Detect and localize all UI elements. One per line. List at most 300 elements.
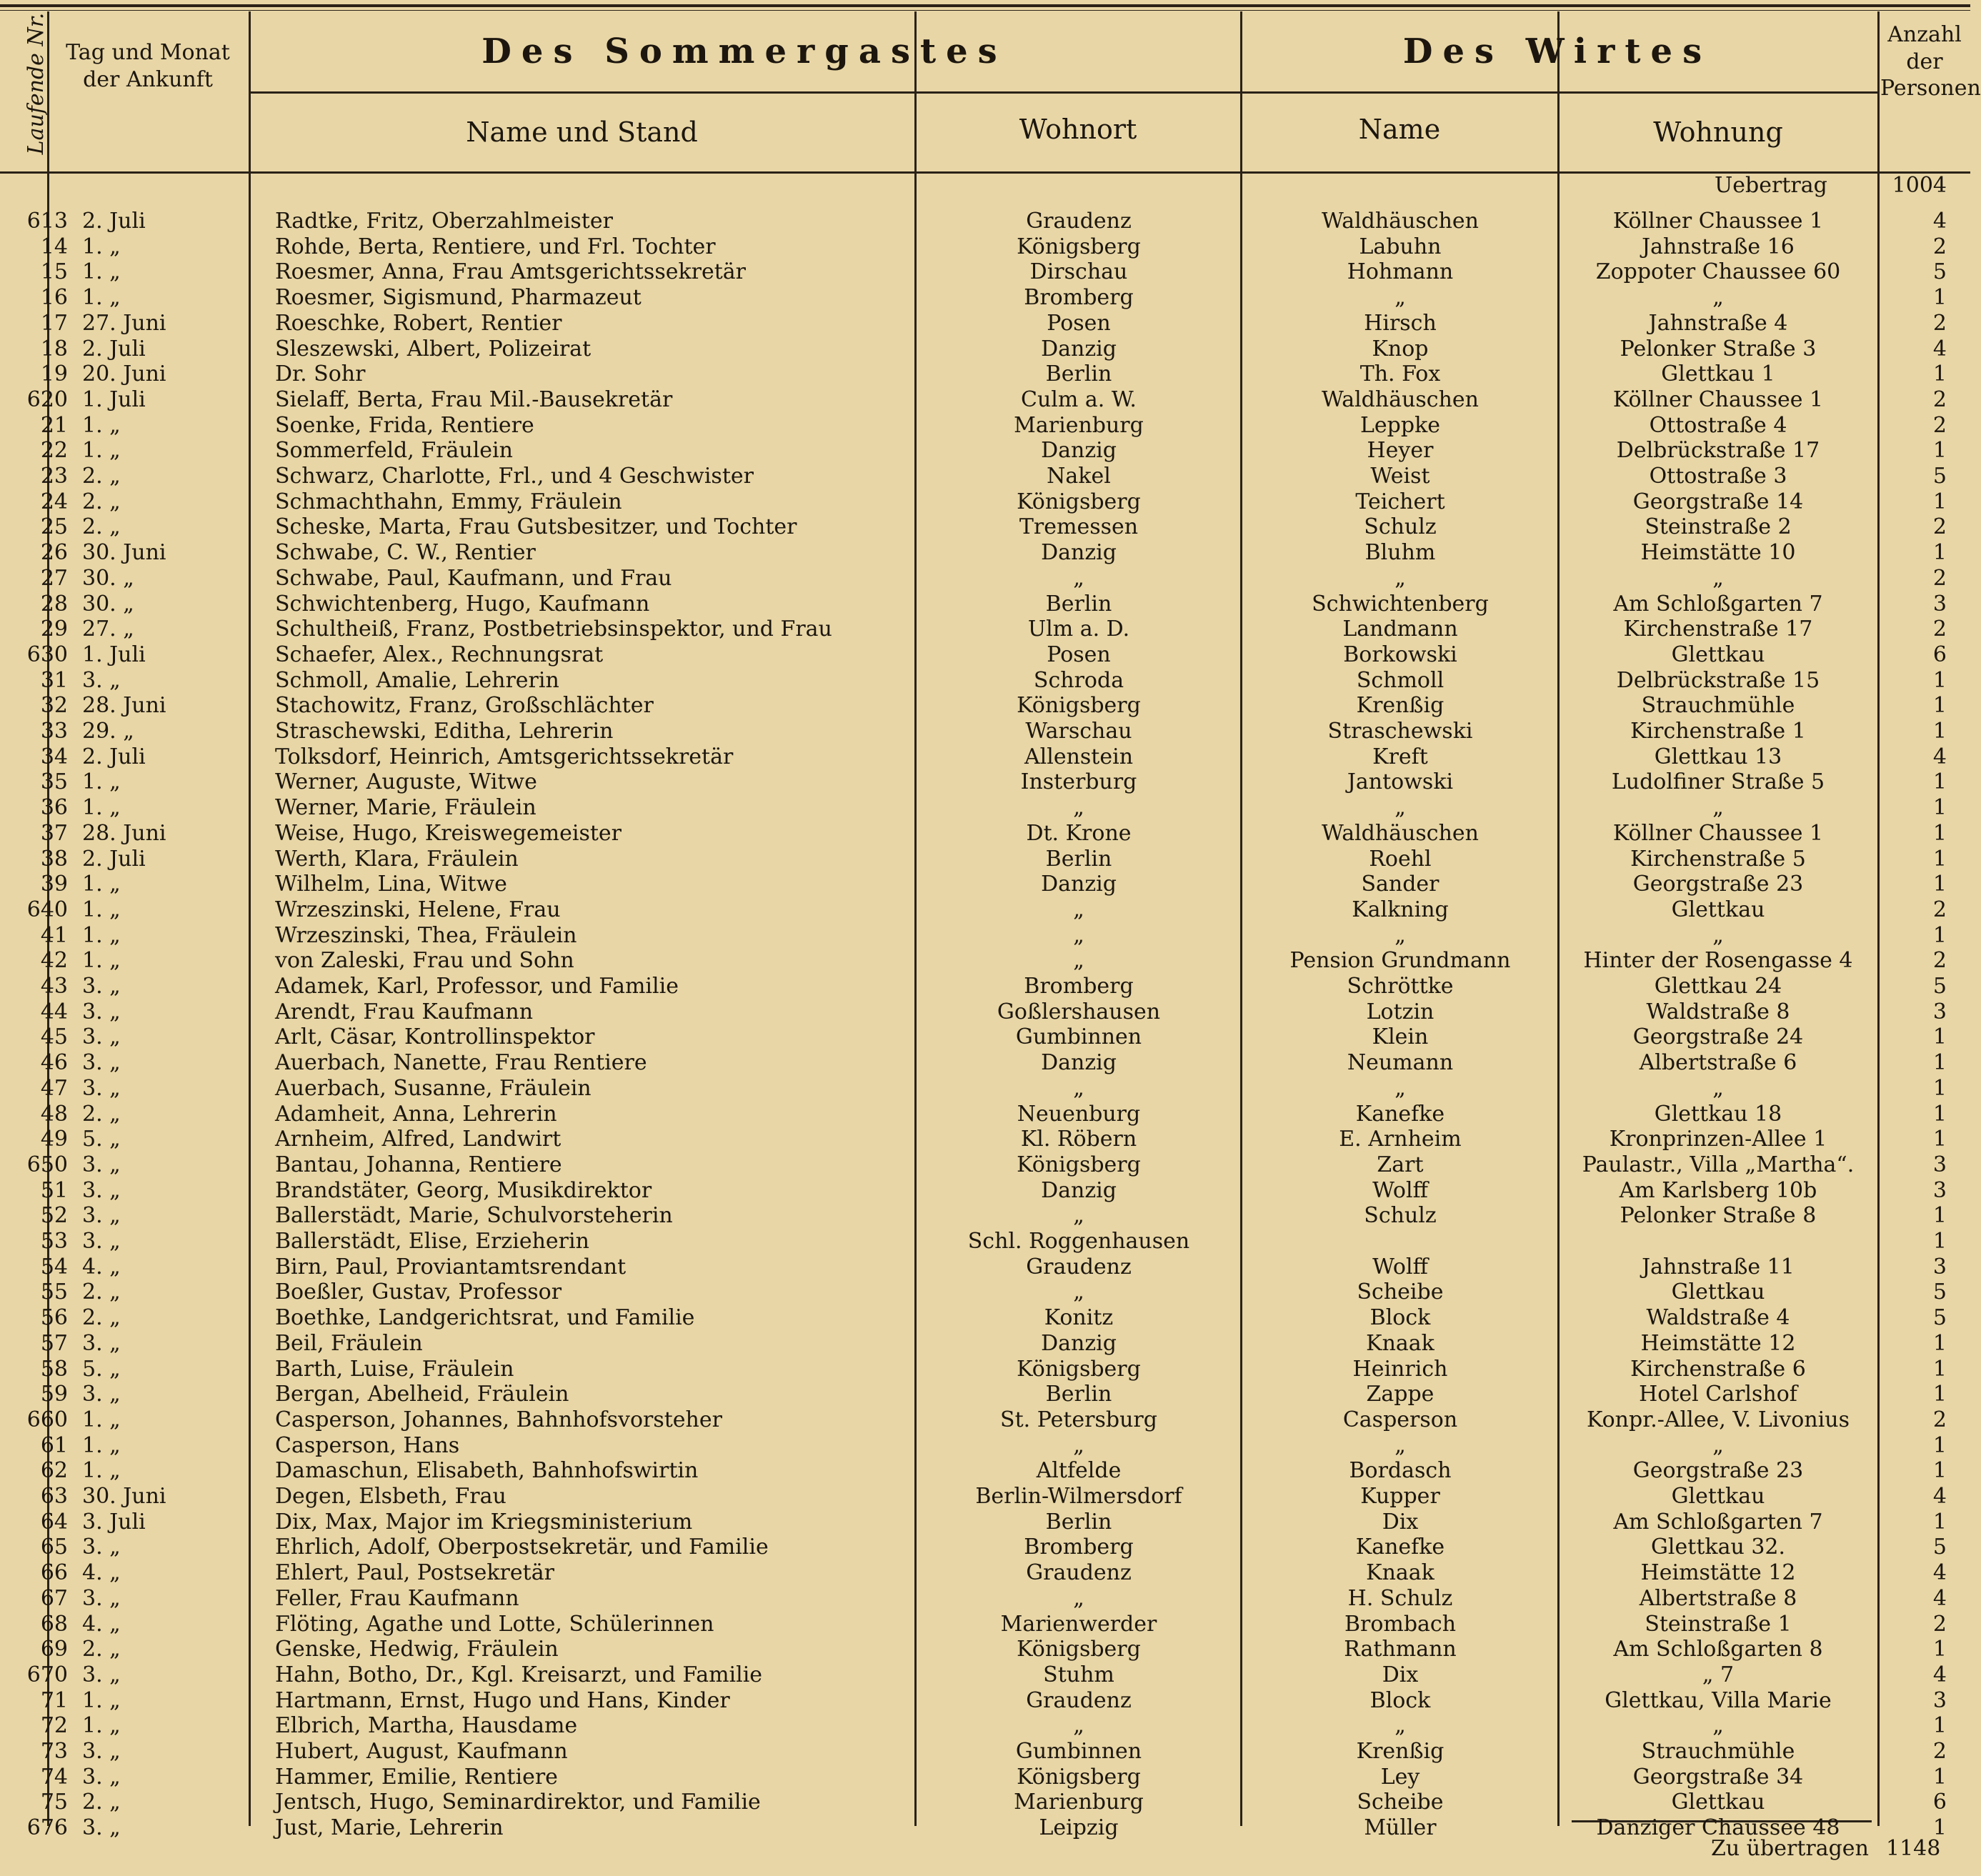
row-guest-name: Schmachthahn, Emmy, Fräulein (275, 489, 622, 514)
row-nr: 660 (26, 1407, 68, 1432)
row-nr: 51 (40, 1177, 68, 1203)
header-wirt: Des Wirtes (1402, 31, 1712, 71)
row-arrival-date: 5. „ (82, 1127, 121, 1152)
row-arrival-date: 1. „ (82, 285, 121, 311)
row-person-count: 1 (1932, 1127, 1947, 1152)
row-nr: 57 (40, 1330, 68, 1356)
row-guest-name: Straschewski, Editha, Lehrerin (275, 719, 614, 744)
row-host-address: Glettkau 18 (1654, 1101, 1782, 1127)
row-arrival-date: 1. „ (82, 948, 121, 974)
table-row (0, 1739, 1970, 1765)
row-host-address: Strauchmühle (1641, 1739, 1795, 1764)
row-arrival-date: 2. „ (82, 1790, 121, 1815)
row-person-count: 2 (1932, 617, 1947, 642)
row-arrival-date: 3. „ (82, 1024, 121, 1050)
row-arrival-date: 2. „ (82, 489, 121, 514)
table-row (0, 209, 1970, 234)
table-row (0, 744, 1970, 770)
row-host-name: Krenßig (1356, 693, 1444, 719)
row-arrival-date: 4. „ (82, 1254, 121, 1279)
row-guest-residence: Culm a. W. (1021, 386, 1137, 412)
header-anzahl: Anzahl der Personen (1880, 22, 1981, 101)
row-host-name: Schröttke (1347, 974, 1454, 999)
row-host-name: Scheibe (1357, 1790, 1444, 1815)
row-guest-residence: Berlin-Wilmersdorf (975, 1484, 1182, 1509)
row-host-address: Jahnstraße 16 (1642, 234, 1795, 259)
row-guest-residence: Graudenz (1026, 1687, 1132, 1713)
row-person-count: 6 (1932, 642, 1947, 667)
table-row (0, 285, 1970, 311)
row-person-count: 1 (1932, 1432, 1947, 1458)
row-host-address: Köllner Chaussee 1 (1612, 209, 1824, 234)
row-host-address: Georgstraße 14 (1632, 489, 1804, 514)
row-host-name: Scheibe (1357, 1279, 1444, 1305)
row-guest-name: Sommerfeld, Fräulein (275, 438, 513, 464)
table-row (0, 897, 1970, 923)
row-arrival-date: 2. „ (82, 1305, 121, 1331)
row-guest-name: Wrzeszinski, Helene, Frau (275, 897, 561, 922)
row-host-name: „ (1394, 1075, 1406, 1101)
row-nr: 620 (26, 386, 68, 412)
row-host-name: Lotzin (1366, 999, 1434, 1024)
row-nr: 25 (40, 514, 68, 540)
table-row (0, 1790, 1970, 1815)
row-host-address: Glettkau (1671, 1484, 1765, 1509)
table-row (0, 1458, 1970, 1484)
row-person-count: 5 (1932, 464, 1947, 489)
row-arrival-date: 30. Juni (82, 540, 166, 566)
row-nr: 630 (26, 642, 68, 667)
row-guest-name: Scheske, Marta, Frau Gutsbesitzer, und Tochter (275, 514, 797, 540)
row-guest-name: Damaschun, Elisabeth, Bahnhofswirtin (275, 1458, 699, 1484)
row-person-count: 1 (1932, 872, 1947, 897)
row-arrival-date: 1. „ (82, 1458, 121, 1484)
table-row (0, 387, 1970, 413)
row-nr: 42 (40, 948, 68, 974)
row-arrival-date: 30. Juni (82, 1484, 166, 1509)
row-host-address: Delbrückstraße 17 (1616, 438, 1820, 464)
row-host-name: Kanefke (1355, 1535, 1445, 1560)
header-tag-monat: Tag und Monat der Ankunft (66, 40, 230, 92)
row-nr: 650 (26, 1152, 68, 1177)
row-nr: 58 (40, 1356, 68, 1382)
row-guest-residence: Danzig (1041, 1177, 1117, 1203)
row-host-address: Heimstätte 12 (1640, 1560, 1796, 1586)
row-person-count: 5 (1932, 1305, 1947, 1331)
row-host-address: „ (1712, 922, 1724, 948)
table-row (0, 259, 1970, 285)
row-host-name: Schulz (1364, 1203, 1437, 1229)
row-guest-name: Adamheit, Anna, Lehrerin (275, 1101, 557, 1127)
row-guest-name: Tolksdorf, Heinrich, Amtsgerichtssekretär (275, 744, 734, 769)
row-host-name: Krenßig (1356, 1739, 1444, 1764)
row-host-name: Wolff (1372, 1177, 1428, 1203)
row-host-address: Glettkau 1 (1661, 361, 1775, 387)
row-person-count: 1 (1932, 922, 1947, 948)
row-person-count: 1 (1932, 285, 1947, 311)
row-person-count: 1 (1932, 1024, 1947, 1050)
row-arrival-date: 1. „ (82, 259, 121, 285)
row-guest-residence: Gumbinnen (1015, 1024, 1142, 1050)
table-row (0, 489, 1970, 515)
table-row (0, 923, 1970, 949)
table-row (0, 1382, 1970, 1407)
row-host-address: Köllner Chaussee 1 (1612, 386, 1824, 412)
row-host-address: Hotel Carlshof (1639, 1382, 1797, 1407)
row-arrival-date: 3. „ (82, 999, 121, 1024)
row-arrival-date: 3. Juli (82, 1509, 146, 1535)
row-person-count: 4 (1932, 209, 1947, 234)
row-nr: 53 (40, 1229, 68, 1254)
row-guest-residence: Nakel (1047, 464, 1111, 489)
row-person-count: 3 (1932, 591, 1947, 617)
row-guest-name: Arendt, Frau Kaufmann (275, 999, 534, 1024)
row-nr: 34 (40, 744, 68, 769)
row-nr: 36 (40, 795, 68, 821)
row-nr: 43 (40, 974, 68, 999)
row-host-name: Sander (1361, 872, 1439, 897)
row-host-address: Glettkau 24 (1654, 974, 1782, 999)
row-guest-residence: Berlin (1045, 591, 1112, 617)
row-host-name: Kanefke (1355, 1101, 1445, 1127)
table-row (0, 1407, 1970, 1433)
row-arrival-date: 2. „ (82, 1637, 121, 1662)
row-nr: 33 (40, 719, 68, 744)
row-host-address: Jahnstraße 11 (1642, 1254, 1795, 1279)
row-guest-residence: Königsberg (1017, 489, 1141, 514)
row-guest-residence: Marienwerder (1000, 1611, 1157, 1637)
top-rule-thin (0, 10, 1970, 11)
table-row (0, 1102, 1970, 1127)
row-guest-name: Werner, Auguste, Witwe (275, 769, 537, 795)
row-host-name: Leppke (1359, 412, 1441, 438)
row-guest-residence: Schroda (1033, 667, 1124, 693)
row-person-count: 2 (1932, 514, 1947, 540)
row-host-address: Georgstraße 23 (1632, 1458, 1804, 1484)
row-host-name: Zart (1377, 1152, 1424, 1177)
row-host-address: Waldstraße 8 (1646, 999, 1790, 1024)
row-arrival-date: 2. Juli (82, 846, 146, 872)
row-person-count: 5 (1932, 1535, 1947, 1560)
row-guest-residence: Danzig (1041, 336, 1117, 361)
row-host-name: Brombach (1344, 1611, 1457, 1637)
table-row (0, 1279, 1970, 1305)
row-host-address: Georgstraße 24 (1632, 1024, 1804, 1050)
row-nr: 24 (40, 489, 68, 514)
row-host-address: Kronprinzen-Allee 1 (1609, 1127, 1827, 1152)
row-person-count: 1 (1932, 667, 1947, 693)
row-person-count: 2 (1932, 310, 1947, 336)
row-host-name: Kalkning (1352, 897, 1449, 922)
row-arrival-date: 1. „ (82, 922, 121, 948)
row-guest-name: Roeschke, Robert, Rentier (275, 310, 562, 336)
row-guest-name: Flöting, Agathe und Lotte, Schülerinnen (275, 1611, 714, 1637)
row-person-count: 1 (1932, 540, 1947, 566)
row-guest-residence: Altfelde (1036, 1458, 1122, 1484)
row-guest-residence: Königsberg (1017, 1764, 1141, 1790)
table-row (0, 1637, 1970, 1662)
row-guest-name: Sleszewski, Albert, Polizeirat (275, 336, 592, 361)
row-host-address: Albertstraße 6 (1639, 1050, 1797, 1076)
row-host-address: „ (1712, 795, 1724, 821)
row-guest-name: Elbrich, Martha, Hausdame (275, 1713, 578, 1739)
row-host-address: Kirchenstraße 6 (1630, 1356, 1806, 1382)
row-guest-name: Wrzeszinski, Thea, Fräulein (275, 922, 577, 948)
row-host-address: Strauchmühle (1641, 693, 1795, 719)
row-person-count: 4 (1932, 1484, 1947, 1509)
row-person-count: 1 (1932, 1713, 1947, 1739)
row-nr: 22 (40, 438, 68, 464)
table-row (0, 948, 1970, 974)
row-nr: 39 (40, 872, 68, 897)
row-host-address: Glettkau (1671, 1279, 1765, 1305)
header-wohnort: Wohnort (1019, 114, 1137, 145)
row-host-address: Georgstraße 34 (1632, 1764, 1804, 1790)
row-guest-name: Arnheim, Alfred, Landwirt (275, 1127, 562, 1152)
row-nr: 46 (40, 1050, 68, 1076)
row-guest-name: Auerbach, Susanne, Fräulein (275, 1075, 592, 1101)
row-nr: 41 (40, 922, 68, 948)
row-host-address: Am Schloßgarten 7 (1613, 591, 1823, 617)
row-guest-residence: Posen (1047, 642, 1111, 667)
row-guest-name: Hahn, Botho, Dr., Kgl. Kreisarzt, und Familie (275, 1662, 763, 1687)
row-guest-name: Ballerstädt, Marie, Schulvorsteherin (275, 1203, 673, 1229)
row-arrival-date: 3. „ (82, 667, 121, 693)
table-row (0, 872, 1970, 897)
row-host-address: Georgstraße 23 (1632, 872, 1804, 897)
row-nr: 64 (40, 1509, 68, 1535)
row-arrival-date: 3. „ (82, 1382, 121, 1407)
row-guest-residence: Schl. Roggenhausen (967, 1229, 1190, 1254)
row-host-name: Waldhäuschen (1321, 209, 1479, 234)
table-row (0, 413, 1970, 439)
row-host-address: Kirchenstraße 1 (1630, 719, 1806, 744)
row-nr: 38 (40, 846, 68, 872)
row-host-address: „ 7 (1702, 1662, 1735, 1687)
row-guest-name: Bantau, Johanna, Rentiere (275, 1152, 562, 1177)
row-nr: 48 (40, 1101, 68, 1127)
rule-header-bottom (0, 171, 1970, 174)
row-arrival-date: 2. „ (82, 464, 121, 489)
row-host-name: H. Schulz (1347, 1585, 1453, 1611)
row-guest-name: Schwichtenberg, Hugo, Kaufmann (275, 591, 650, 617)
row-guest-name: Schwarz, Charlotte, Frl., und 4 Geschwister (275, 464, 754, 489)
row-guest-name: Just, Marie, Lehrerin (275, 1815, 504, 1841)
row-person-count: 1 (1932, 769, 1947, 795)
row-guest-name: Genske, Hedwig, Fräulein (275, 1637, 559, 1662)
row-host-name: Jantowski (1347, 769, 1454, 795)
row-host-address: Glettkau (1671, 642, 1765, 667)
row-guest-residence: Danzig (1041, 540, 1117, 566)
table-row (0, 592, 1970, 617)
row-arrival-date: 2. „ (82, 1279, 121, 1305)
row-arrival-date: 3. „ (82, 1662, 121, 1687)
row-arrival-date: 2. „ (82, 1101, 121, 1127)
row-person-count: 1 (1932, 1050, 1947, 1076)
uebertrag-value: 1004 (1892, 173, 1947, 198)
row-person-count: 4 (1932, 336, 1947, 361)
row-host-name: Straschewski (1327, 719, 1473, 744)
row-host-address: Pelonker Straße 8 (1620, 1203, 1817, 1229)
table-row (0, 821, 1970, 847)
row-host-address: „ (1712, 565, 1724, 591)
row-host-name: Landmann (1342, 617, 1458, 642)
row-guest-residence: Ulm a. D. (1027, 617, 1130, 642)
table-row (0, 1510, 1970, 1535)
row-person-count: 2 (1932, 386, 1947, 412)
row-nr: 62 (40, 1458, 68, 1484)
table-row (0, 1229, 1970, 1254)
row-guest-residence: „ (1073, 922, 1084, 948)
row-arrival-date: 27. Juni (82, 310, 166, 336)
row-host-name: Waldhäuschen (1321, 386, 1479, 412)
row-guest-residence: Königsberg (1017, 1152, 1141, 1177)
row-guest-residence: Marienburg (1014, 412, 1144, 438)
row-nr: 68 (40, 1611, 68, 1637)
row-nr: 47 (40, 1075, 68, 1101)
row-guest-residence: Königsberg (1017, 693, 1141, 719)
row-nr: 63 (40, 1484, 68, 1509)
row-guest-residence: „ (1073, 1075, 1084, 1101)
zu-uebertragen-value: 1148 (1886, 1836, 1941, 1861)
row-host-address: Kirchenstraße 5 (1630, 846, 1806, 872)
row-host-name: „ (1394, 565, 1406, 591)
row-arrival-date: 1. „ (82, 872, 121, 897)
table-row (0, 1152, 1970, 1178)
row-nr: 17 (40, 310, 68, 336)
row-host-address: Jahnstraße 4 (1648, 310, 1788, 336)
row-person-count: 1 (1932, 489, 1947, 514)
row-person-count: 3 (1932, 1177, 1947, 1203)
row-guest-residence: Danzig (1041, 438, 1117, 464)
row-host-address: Köllner Chaussee 1 (1612, 820, 1824, 846)
table-row (0, 1254, 1970, 1280)
row-arrival-date: 3. „ (82, 1203, 121, 1229)
row-person-count: 1 (1932, 438, 1947, 464)
row-person-count: 5 (1932, 974, 1947, 999)
row-guest-name: Soenke, Frida, Rentiere (275, 412, 534, 438)
row-nr: 26 (40, 540, 68, 566)
row-guest-name: Ehlert, Paul, Postsekretär (275, 1560, 554, 1586)
row-guest-name: Ballerstädt, Elise, Erzieherin (275, 1229, 589, 1254)
row-host-address: „ (1712, 1075, 1724, 1101)
table-row (0, 336, 1970, 362)
row-host-address: Am Karlsberg 10b (1619, 1177, 1817, 1203)
row-host-name: Borkowski (1343, 642, 1457, 667)
table-row (0, 1713, 1970, 1739)
row-host-name: „ (1394, 922, 1406, 948)
row-host-address: Heimstätte 12 (1640, 1330, 1796, 1356)
row-host-name: Dix (1382, 1509, 1419, 1535)
row-guest-name: Dix, Max, Major im Kriegsministerium (275, 1509, 693, 1535)
row-nr: 75 (40, 1790, 68, 1815)
row-nr: 69 (40, 1637, 68, 1662)
row-arrival-date: 1. „ (82, 795, 121, 821)
row-arrival-date: 2. Juli (82, 336, 146, 361)
row-guest-residence: Goßlershausen (997, 999, 1161, 1024)
row-person-count: 1 (1932, 1509, 1947, 1535)
row-person-count: 1 (1932, 361, 1947, 387)
row-host-name: Klein (1372, 1024, 1429, 1050)
row-nr: 65 (40, 1535, 68, 1560)
header-laufende-nr: Laufende Nr. (24, 12, 49, 155)
row-arrival-date: 20. Juni (82, 361, 166, 387)
row-arrival-date: 3. „ (82, 1050, 121, 1076)
row-guest-name: Ehrlich, Adolf, Oberpostsekretär, und Familie (275, 1535, 769, 1560)
row-guest-name: Schultheiß, Franz, Postbetriebsinspektor, und Frau (275, 617, 832, 642)
row-arrival-date: 30. „ (82, 565, 134, 591)
row-host-name: Heyer (1367, 438, 1434, 464)
row-nr: 15 (40, 259, 68, 285)
row-nr: 21 (40, 412, 68, 438)
row-guest-name: von Zaleski, Frau und Sohn (275, 948, 574, 974)
table-row (0, 847, 1970, 872)
row-host-address: Glettkau 32. (1650, 1535, 1786, 1560)
row-host-address: Albertstraße 8 (1639, 1585, 1797, 1611)
table-row (0, 1076, 1970, 1102)
row-person-count: 4 (1932, 1662, 1947, 1687)
row-host-name: Pension Grundmann (1289, 948, 1511, 974)
row-arrival-date: 1. „ (82, 234, 121, 259)
row-host-name: Waldhäuschen (1321, 820, 1479, 846)
row-host-address: Glettkau (1671, 897, 1765, 922)
row-guest-residence: Königsberg (1017, 1356, 1141, 1382)
row-nr: 28 (40, 591, 68, 617)
row-person-count: 1 (1932, 1229, 1947, 1254)
row-guest-name: Schaefer, Alex., Rechnungsrat (275, 642, 604, 667)
row-nr: 74 (40, 1764, 68, 1790)
row-nr: 37 (40, 820, 68, 846)
table-row (0, 464, 1970, 489)
row-host-name: Kupper (1360, 1484, 1440, 1509)
row-arrival-date: 3. „ (82, 1330, 121, 1356)
table-row (0, 566, 1970, 592)
table-row (0, 1024, 1970, 1050)
row-host-address: Kirchenstraße 17 (1623, 617, 1813, 642)
table-row (0, 974, 1970, 999)
row-person-count: 2 (1932, 1739, 1947, 1764)
row-guest-residence: Allenstein (1024, 744, 1134, 769)
row-guest-residence: Danzig (1041, 1050, 1117, 1076)
row-host-address: Hinter der Rosengasse 4 (1583, 948, 1853, 974)
row-nr: 640 (26, 897, 68, 922)
row-host-name: Knaak (1366, 1560, 1434, 1586)
header-wohnung: Wohnung (1653, 116, 1783, 148)
row-nr: 45 (40, 1024, 68, 1050)
table-row (0, 1662, 1970, 1688)
table-row (0, 311, 1970, 336)
row-guest-name: Boethke, Landgerichtsrat, und Familie (275, 1305, 695, 1331)
row-guest-name: Schwabe, Paul, Kaufmann, und Frau (275, 565, 672, 591)
row-host-address: Glettkau (1671, 1790, 1765, 1815)
table-row (0, 1127, 1970, 1152)
row-person-count: 1 (1932, 1075, 1947, 1101)
row-arrival-date: 1. „ (82, 438, 121, 464)
row-guest-name: Dr. Sohr (275, 361, 366, 387)
table-row (0, 361, 1970, 387)
row-guest-name: Werth, Klara, Fräulein (275, 846, 519, 872)
row-guest-name: Birn, Paul, Proviantamtsrendant (275, 1254, 627, 1279)
table-row (0, 1535, 1970, 1560)
row-guest-name: Hubert, August, Kaufmann (275, 1739, 568, 1764)
row-guest-residence: Tremessen (1019, 514, 1139, 540)
row-nr: 61 (40, 1432, 68, 1458)
row-guest-residence: Graudenz (1026, 209, 1132, 234)
row-guest-name: Roesmer, Anna, Frau Amtsgerichtssekretär (275, 259, 747, 285)
row-guest-name: Degen, Elsbeth, Frau (275, 1484, 507, 1509)
row-person-count: 3 (1932, 1254, 1947, 1279)
row-guest-name: Boeßler, Gustav, Professor (275, 1279, 562, 1305)
